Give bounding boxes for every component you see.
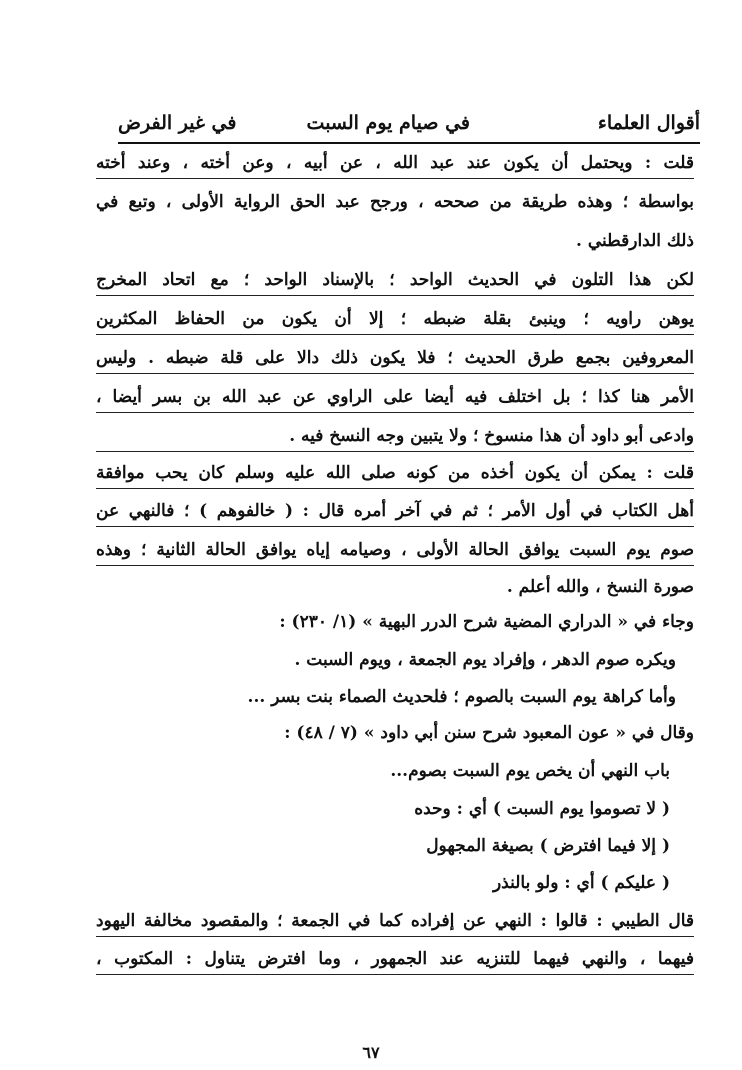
text-line: المعروفين بجمع طرق الحديث ؛ فلا يكون ذلك دالا على قلة ضبطه . وليس: [96, 343, 694, 374]
text-line: ( لا تصوموا يوم السبت ) أي : وحده: [414, 799, 670, 819]
text-line: وقال في « عون المعبود شرح سنن أبي داود » (٧ / ٤٨) :: [284, 723, 694, 743]
text-line: يوهن راويه ؛ وينبئ بقلة ضبطه ؛ إلا أن يكون من الحفاظ المكثرين: [96, 304, 694, 335]
text-line: قلت : ويحتمل أن يكون عند عبد الله ، عن أبيه ، وعن أخته ، وعند أخته: [96, 148, 694, 179]
text-line: باب النهي أن يخص يوم السبت بصوم...: [390, 761, 670, 781]
text-line: ( إلا فيما افترض ) بصيغة المجهول: [426, 836, 670, 856]
header-book-title: أقوال العلماء: [597, 112, 700, 134]
running-header: [118, 108, 700, 144]
page-number: ٦٧: [362, 1043, 380, 1062]
text-line: لكن هذا التلون في الحديث الواحد ؛ بالإسناد الواحد ؛ مع اتحاد المخرج: [96, 265, 694, 296]
text-line: بواسطة ؛ وهذه طريقة من صححه ، ورجح عبد الحق الرواية الأولى ، وتبع في: [96, 192, 694, 212]
text-line: ( عليكم ) أي : ولو بالنذر: [492, 873, 670, 893]
text-line: ويكره صوم الدهر ، وإفراد يوم الجمعة ، ويوم السبت .: [294, 650, 676, 670]
text-line: الأمر هنا كذا ؛ بل اختلف فيه أيضا على الراوي عن عبد الله بن بسر أيضا ،: [96, 382, 694, 413]
text-line: قال الطيبي : قالوا : النهي عن إفراده كما في الجمعة ؛ والمقصود مخالفة اليهود: [96, 906, 694, 937]
text-line: صورة النسخ ، والله أعلم .: [506, 577, 694, 597]
text-line: ذلك الدارقطني .: [576, 231, 694, 251]
text-line: أهل الكتاب في أول الأمر ؛ ثم في آخر أمره قال : ( خالفوهم ) ؛ فالنهي عن: [96, 496, 694, 527]
text-line: وجاء في « الدراري المضية شرح الدرر البهية » (١/ ٢٣٠) :: [279, 612, 694, 632]
header-chapter-title: في صيام يوم السبت: [306, 112, 470, 134]
text-line: صوم يوم السبت يوافق الحالة الأولى ، وصيامه إياه يوافق الحالة الثانية ؛ وهذه: [96, 535, 694, 566]
header-section-title: في غير الفرض: [118, 112, 237, 134]
text-line: وادعى أبو داود أن هذا منسوخ ؛ ولا يتبين وجه النسخ فيه .: [96, 421, 694, 452]
text-line: وأما كراهة يوم السبت بالصوم ؛ فلحديث الصماء بنت بسر ...: [247, 687, 676, 707]
text-line: فيهما ، والنهي فيهما للتنزيه عند الجمهور ، وما افترض يتناول : المكتوب ،: [96, 944, 694, 975]
text-line: قلت : يمكن أن يكون أخذه من كونه صلى الله عليه وسلم كان يحب موافقة: [96, 458, 694, 489]
